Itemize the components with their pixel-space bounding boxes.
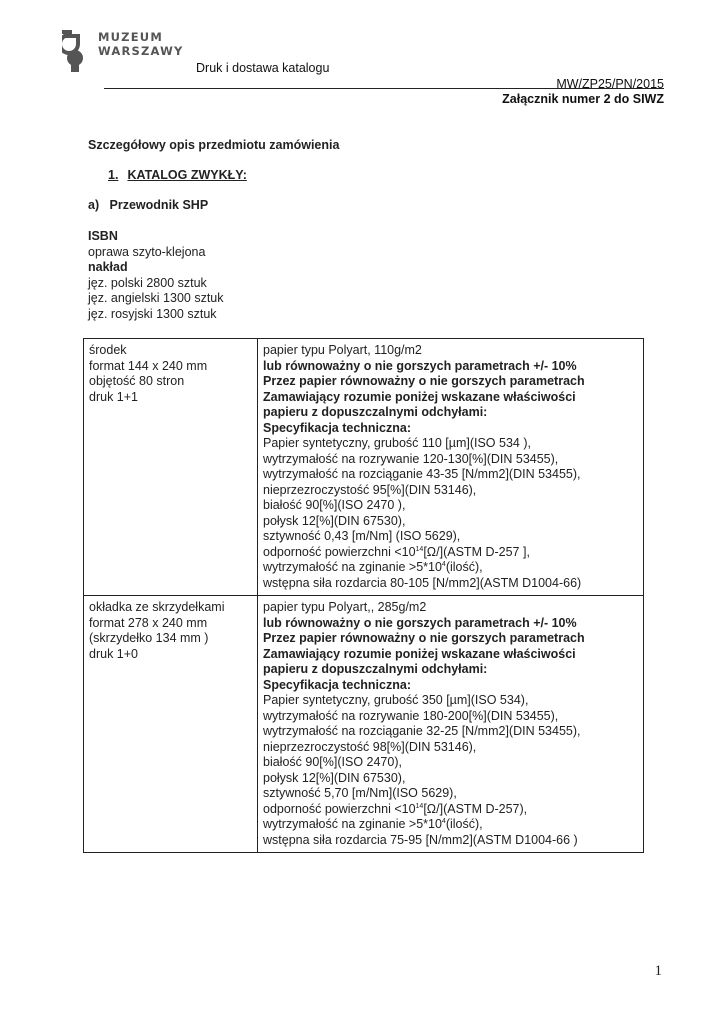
spec-bold-line: Przez papier równoważny o nie gorszych parametrach	[263, 374, 585, 388]
spec-line: sztywność 5,70 [m/Nm](ISO 5629),	[263, 786, 457, 800]
spec-bold-line: lub równoważny o nie gorszych parametrach +/- 10%	[263, 358, 577, 373]
spec-line: białość 90[%](ISO 2470),	[263, 755, 402, 769]
spec-bold-line: Specyfikacja techniczna:	[263, 420, 411, 435]
naklad-line: jęz. angielski 1300 sztuk	[88, 291, 224, 305]
catalog-number: 1.	[108, 168, 119, 182]
spec-bold-line: papieru z dopuszczalnymi odchyłami:	[263, 662, 488, 676]
naklad-line: jęz. polski 2800 sztuk	[88, 275, 207, 290]
item-line: druk 1+1	[89, 389, 138, 404]
naklad-label: nakład	[88, 260, 128, 274]
resistance-unit: [Ω/](ASTM D-257 ],	[423, 544, 530, 559]
reference-number: MW/ZP25/PN/2015	[556, 77, 664, 91]
item-line: (skrzydełko 134 mm )	[89, 631, 209, 645]
bending-text: wytrzymałość na zginanie >5*10	[263, 560, 442, 574]
resistance-exponent: 14	[415, 545, 424, 553]
spec-bold-line: Specyfikacja techniczna:	[263, 677, 411, 692]
section-title: Szczegółowy opis przedmiotu zamówienia	[88, 138, 340, 152]
item-description-cell	[84, 339, 258, 596]
museum-logo-icon	[62, 30, 83, 72]
tear-line: wstępna siła rozdarcia 75-95 [N/mm2](ASTM D1004-66 )	[263, 832, 578, 847]
document-header-title: Druk i dostawa katalogu	[196, 61, 330, 75]
spec-line: połysk 12[%](DIN 67530),	[263, 770, 406, 785]
resistance-line	[263, 802, 639, 818]
bending-unit: (ilość),	[445, 817, 483, 831]
logo-wordmark	[98, 30, 184, 58]
spec-line: nieprzezroczystość 98[%](DIN 53146),	[263, 739, 477, 754]
specification-table	[83, 338, 644, 853]
header-divider	[104, 88, 664, 89]
item-line: okładka ze skrzydełkami	[89, 600, 225, 614]
table-row	[84, 596, 644, 853]
table-row	[84, 339, 644, 596]
item-line: format 144 x 240 mm	[89, 358, 208, 373]
catalog-label: KATALOG ZWYKŁY:	[127, 168, 247, 182]
bending-unit: (ilość),	[445, 560, 483, 574]
logo-line-1: MUZEUM	[98, 30, 163, 44]
spec-bold-line: Przez papier równoważny o nie gorszych parametrach	[263, 631, 585, 645]
attachment-label: Załącznik numer 2 do SIWZ	[502, 92, 664, 106]
paper-type: papier typu Polyart, 110g/m2	[263, 343, 422, 357]
item-line: druk 1+0	[89, 646, 138, 661]
spec-bold-line: lub równoważny o nie gorszych parametrach +/- 10%	[263, 615, 577, 630]
spec-line: połysk 12[%](DIN 67530),	[263, 513, 406, 528]
spec-bold-line: papieru z dopuszczalnymi odchyłami:	[263, 405, 488, 419]
spec-line: wytrzymałość na rozciąganie 43-35 [N/mm2](DIN 53455),	[263, 467, 581, 481]
catalog-heading	[108, 168, 247, 182]
resistance-text: odporność powierzchni <10	[263, 544, 416, 559]
page-number: 1	[654, 963, 662, 979]
paper-spec-cell	[258, 339, 644, 596]
resistance-exponent: 14	[415, 802, 424, 810]
spec-line: Papier syntetyczny, grubość 110 [µm](ISO 534 ),	[263, 436, 531, 450]
isbn-label: ISBN	[88, 229, 118, 243]
spec-line: wytrzymałość na rozrywanie 180-200[%](DIN 53455),	[263, 708, 559, 723]
bending-line	[263, 560, 639, 576]
bending-line	[263, 817, 639, 833]
bending-exponent: 4	[441, 817, 446, 825]
spec-line: wytrzymałość na rozrywanie 120-130[%](DIN 53455),	[263, 451, 559, 466]
logo-line-2: WARSZAWY	[98, 44, 184, 58]
spec-line: Papier syntetyczny, grubość 350 [µm](ISO 534),	[263, 693, 529, 707]
spec-line: sztywność 0,43 [m/Nm] (ISO 5629),	[263, 529, 461, 543]
spec-line: wytrzymałość na rozciąganie 32-25 [N/mm2](DIN 53455),	[263, 724, 581, 738]
spec-bold-line: Zamawiający rozumie poniżej wskazane właściwości	[263, 389, 576, 404]
resistance-line	[263, 545, 639, 561]
isbn-block	[88, 229, 224, 322]
item-line: format 278 x 240 mm	[89, 615, 208, 630]
subsection-heading: a) Przewodnik SHP	[88, 198, 209, 212]
item-line: środek	[89, 343, 127, 357]
spec-line: nieprzezroczystość 95[%](DIN 53146),	[263, 482, 477, 497]
bending-text: wytrzymałość na zginanie >5*10	[263, 817, 442, 831]
resistance-unit: [Ω/](ASTM D-257),	[423, 801, 528, 816]
naklad-line: jęz. rosyjski 1300 sztuk	[88, 306, 217, 321]
paper-type: papier typu Polyart,, 285g/m2	[263, 600, 427, 614]
item-description-cell	[84, 596, 258, 853]
item-line: objętość 80 stron	[89, 374, 185, 388]
tear-line: wstępna siła rozdarcia 80-105 [N/mm2](ASTM D1004-66)	[263, 575, 582, 590]
resistance-text: odporność powierzchni <10	[263, 801, 416, 816]
bending-exponent: 4	[441, 560, 446, 568]
binding-text: oprawa szyto-klejona	[88, 244, 206, 259]
spec-bold-line: Zamawiający rozumie poniżej wskazane właściwości	[263, 646, 576, 661]
spec-line: białość 90[%](ISO 2470 ),	[263, 498, 406, 512]
paper-spec-cell	[258, 596, 644, 853]
